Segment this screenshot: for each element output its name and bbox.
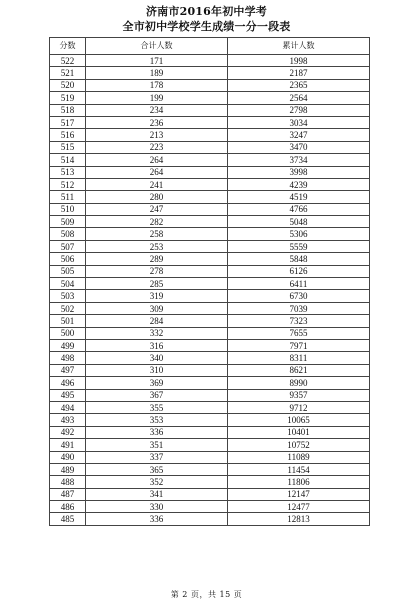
table-row [50,104,370,116]
cell-count: 223 [86,141,228,153]
cell-cumulative: 2187 [228,67,370,79]
cell-count: 340 [86,352,228,364]
cell-score: 500 [50,327,86,339]
cell-score: 516 [50,129,86,141]
table-row [50,451,370,463]
cell-count: 336 [86,513,228,525]
cell-cumulative: 2365 [228,79,370,91]
cell-score: 493 [50,414,86,426]
cell-score: 495 [50,389,86,401]
cell-cumulative: 3034 [228,116,370,128]
cell-count: 258 [86,228,228,240]
cell-count: 199 [86,92,228,104]
cell-score: 494 [50,401,86,413]
table-row [50,488,370,500]
cell-count: 241 [86,178,228,190]
cell-score: 504 [50,278,86,290]
cell-score: 501 [50,315,86,327]
cell-cumulative: 11454 [228,463,370,475]
table-row [50,129,370,141]
cell-count: 367 [86,389,228,401]
table-row [50,364,370,376]
cell-count: 282 [86,216,228,228]
cell-score: 513 [50,166,86,178]
cell-count: 189 [86,67,228,79]
table-row [50,327,370,339]
table-row [50,228,370,240]
cell-cumulative: 12147 [228,488,370,500]
cell-count: 236 [86,116,228,128]
cell-count: 247 [86,203,228,215]
cell-count: 253 [86,240,228,252]
cell-score: 506 [50,253,86,265]
cell-score: 522 [50,55,86,67]
cell-cumulative: 1998 [228,55,370,67]
cell-cumulative: 2798 [228,104,370,116]
cell-count: 289 [86,253,228,265]
cell-cumulative: 12813 [228,513,370,525]
table-row [50,141,370,153]
table-body [50,55,370,526]
cell-count: 316 [86,339,228,351]
table-row [50,178,370,190]
cell-score: 485 [50,513,86,525]
cell-count: 280 [86,191,228,203]
cell-cumulative: 7039 [228,302,370,314]
cell-count: 213 [86,129,228,141]
cell-score: 519 [50,92,86,104]
cell-score: 503 [50,290,86,302]
cell-score: 498 [50,352,86,364]
cell-score: 488 [50,476,86,488]
table-row [50,414,370,426]
table-row [50,253,370,265]
table-row [50,439,370,451]
cell-score: 505 [50,265,86,277]
cell-cumulative: 8990 [228,377,370,389]
cell-cumulative: 3470 [228,141,370,153]
cell-score: 491 [50,439,86,451]
cell-cumulative: 10752 [228,439,370,451]
table-row [50,352,370,364]
table-row [50,55,370,67]
cell-score: 512 [50,178,86,190]
page-footer: 第 2 页，共 15 页 [170,590,243,599]
cell-count: 355 [86,401,228,413]
table-row [50,79,370,91]
document-subtitle: 全市初中学校学生成绩一分一段表 [122,20,291,33]
cell-count: 352 [86,476,228,488]
cell-cumulative: 6730 [228,290,370,302]
cell-score: 496 [50,377,86,389]
cell-count: 234 [86,104,228,116]
table-row [50,476,370,488]
cell-cumulative: 4766 [228,203,370,215]
cell-count: 337 [86,451,228,463]
cell-cumulative: 6411 [228,278,370,290]
table-row [50,501,370,513]
cell-cumulative: 8311 [228,352,370,364]
cell-count: 369 [86,377,228,389]
document-title: 济南市2016年初中学考 [145,5,267,18]
table-header-row [50,38,370,55]
cell-score: 502 [50,302,86,314]
table-row [50,513,370,525]
table-row [50,191,370,203]
cell-cumulative: 9712 [228,401,370,413]
cell-count: 353 [86,414,228,426]
table-row [50,116,370,128]
cell-score: 515 [50,141,86,153]
cell-count: 341 [86,488,228,500]
cell-score: 511 [50,191,86,203]
cell-score: 492 [50,426,86,438]
cell-count: 178 [86,79,228,91]
cell-cumulative: 12477 [228,501,370,513]
cell-count: 319 [86,290,228,302]
cell-count: 351 [86,439,228,451]
cell-count: 264 [86,166,228,178]
table-row [50,290,370,302]
table-row [50,166,370,178]
cell-count: 330 [86,501,228,513]
cell-score: 486 [50,501,86,513]
cell-cumulative: 7323 [228,315,370,327]
table-row [50,216,370,228]
cell-cumulative: 8621 [228,364,370,376]
cell-cumulative: 11806 [228,476,370,488]
cell-count: 309 [86,302,228,314]
header-cumulative: 累计人数 [228,38,370,55]
cell-score: 490 [50,451,86,463]
table-row [50,67,370,79]
cell-score: 517 [50,116,86,128]
table-row [50,426,370,438]
cell-count: 264 [86,154,228,166]
cell-score: 518 [50,104,86,116]
cell-cumulative: 5559 [228,240,370,252]
cell-cumulative: 3734 [228,154,370,166]
header-count: 合计人数 [86,38,228,55]
cell-cumulative: 10401 [228,426,370,438]
table-row [50,315,370,327]
cell-cumulative: 3247 [228,129,370,141]
cell-cumulative: 7971 [228,339,370,351]
cell-score: 507 [50,240,86,252]
table-row [50,278,370,290]
cell-count: 336 [86,426,228,438]
table-row [50,265,370,277]
cell-cumulative: 2564 [228,92,370,104]
cell-cumulative: 5048 [228,216,370,228]
cell-score: 509 [50,216,86,228]
cell-count: 332 [86,327,228,339]
table-row [50,302,370,314]
table-row [50,240,370,252]
cell-score: 521 [50,67,86,79]
cell-score: 510 [50,203,86,215]
cell-score: 514 [50,154,86,166]
cell-score: 508 [50,228,86,240]
table-row [50,154,370,166]
table-row [50,401,370,413]
cell-score: 489 [50,463,86,475]
cell-score: 487 [50,488,86,500]
cell-count: 310 [86,364,228,376]
cell-cumulative: 7655 [228,327,370,339]
cell-count: 284 [86,315,228,327]
cell-cumulative: 10065 [228,414,370,426]
table-row [50,339,370,351]
cell-cumulative: 5306 [228,228,370,240]
cell-cumulative: 5848 [228,253,370,265]
cell-count: 285 [86,278,228,290]
table-row [50,463,370,475]
cell-count: 171 [86,55,228,67]
score-distribution-table [49,37,370,526]
cell-count: 278 [86,265,228,277]
cell-score: 520 [50,79,86,91]
cell-cumulative: 11089 [228,451,370,463]
cell-cumulative: 9357 [228,389,370,401]
table-row [50,389,370,401]
cell-score: 499 [50,339,86,351]
cell-cumulative: 4519 [228,191,370,203]
cell-count: 365 [86,463,228,475]
header-score: 分数 [50,38,86,55]
cell-cumulative: 3998 [228,166,370,178]
table-row [50,92,370,104]
table-row [50,203,370,215]
cell-score: 497 [50,364,86,376]
cell-cumulative: 4239 [228,178,370,190]
table-row [50,377,370,389]
cell-cumulative: 6126 [228,265,370,277]
